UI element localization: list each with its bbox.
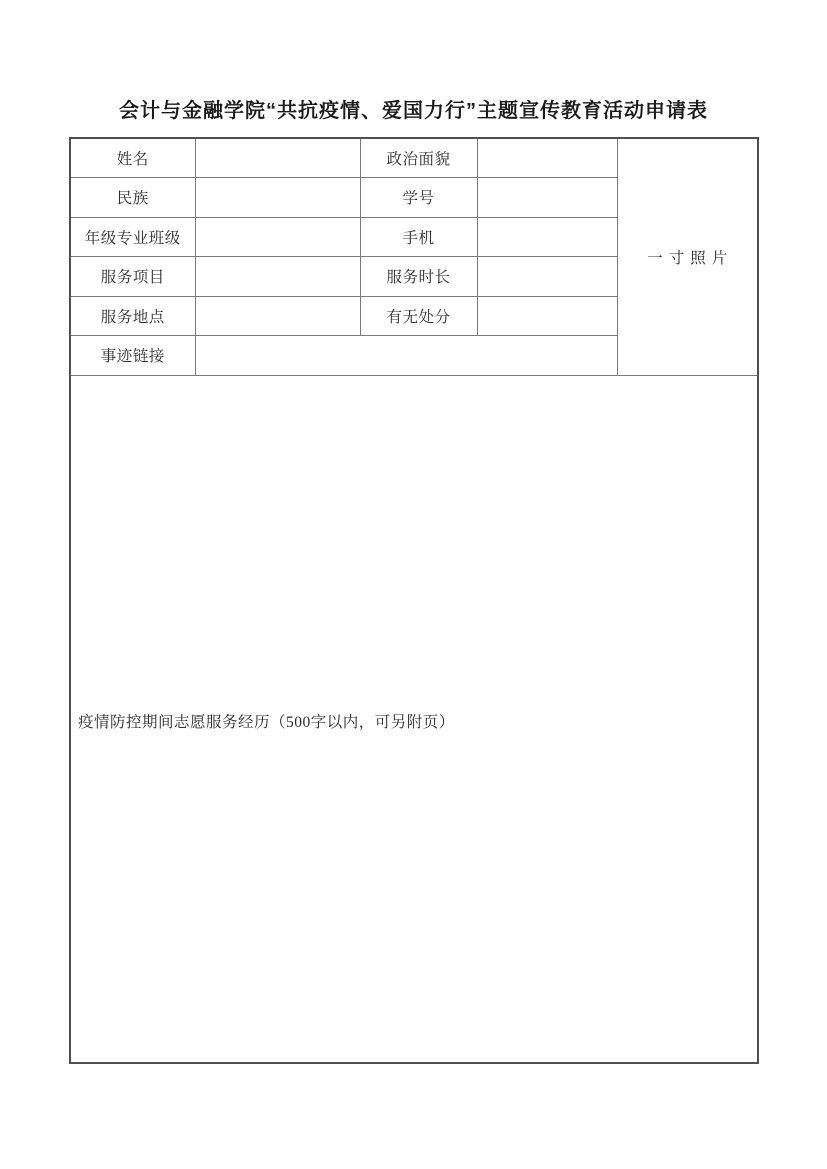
service-project-value-cell[interactable] bbox=[195, 257, 360, 297]
mobile-label: 手机 bbox=[360, 217, 477, 257]
student-id-label: 学号 bbox=[360, 178, 477, 218]
photo-placeholder-label: 一寸照片 bbox=[647, 249, 734, 267]
mobile-value-cell[interactable] bbox=[477, 217, 617, 257]
service-location-value-cell[interactable] bbox=[195, 296, 360, 336]
political-status-label: 政治面貌 bbox=[360, 138, 477, 178]
essay-row bbox=[70, 375, 758, 1063]
name-label: 姓名 bbox=[70, 138, 195, 178]
student-id-value-cell[interactable] bbox=[477, 178, 617, 218]
table-row bbox=[70, 138, 758, 178]
photo-cell[interactable] bbox=[617, 138, 758, 375]
grade-major-class-value-cell[interactable] bbox=[195, 217, 360, 257]
ethnicity-label: 民族 bbox=[70, 178, 195, 218]
essay-area[interactable] bbox=[70, 375, 758, 1063]
service-duration-value-cell[interactable] bbox=[477, 257, 617, 297]
deeds-link-label: 事迹链接 bbox=[70, 336, 195, 376]
disciplinary-record-value-cell[interactable] bbox=[477, 296, 617, 336]
service-location-label: 服务地点 bbox=[70, 296, 195, 336]
political-status-value-cell[interactable] bbox=[477, 138, 617, 178]
service-project-label: 服务项目 bbox=[70, 257, 195, 297]
name-value-cell[interactable] bbox=[195, 138, 360, 178]
application-form-table bbox=[69, 137, 759, 1064]
form-title: 会计与金融学院“共抗疫情、爱国力行”主题宣传教育活动申请表 bbox=[119, 100, 708, 122]
essay-heading: 疫情防控期间志愿服务经历（500字以内，可另附页） bbox=[78, 714, 455, 732]
service-duration-label: 服务时长 bbox=[360, 257, 477, 297]
deeds-link-value-cell[interactable] bbox=[195, 336, 617, 376]
grade-major-class-label: 年级专业班级 bbox=[70, 217, 195, 257]
ethnicity-value-cell[interactable] bbox=[195, 178, 360, 218]
disciplinary-record-label: 有无处分 bbox=[360, 296, 477, 336]
